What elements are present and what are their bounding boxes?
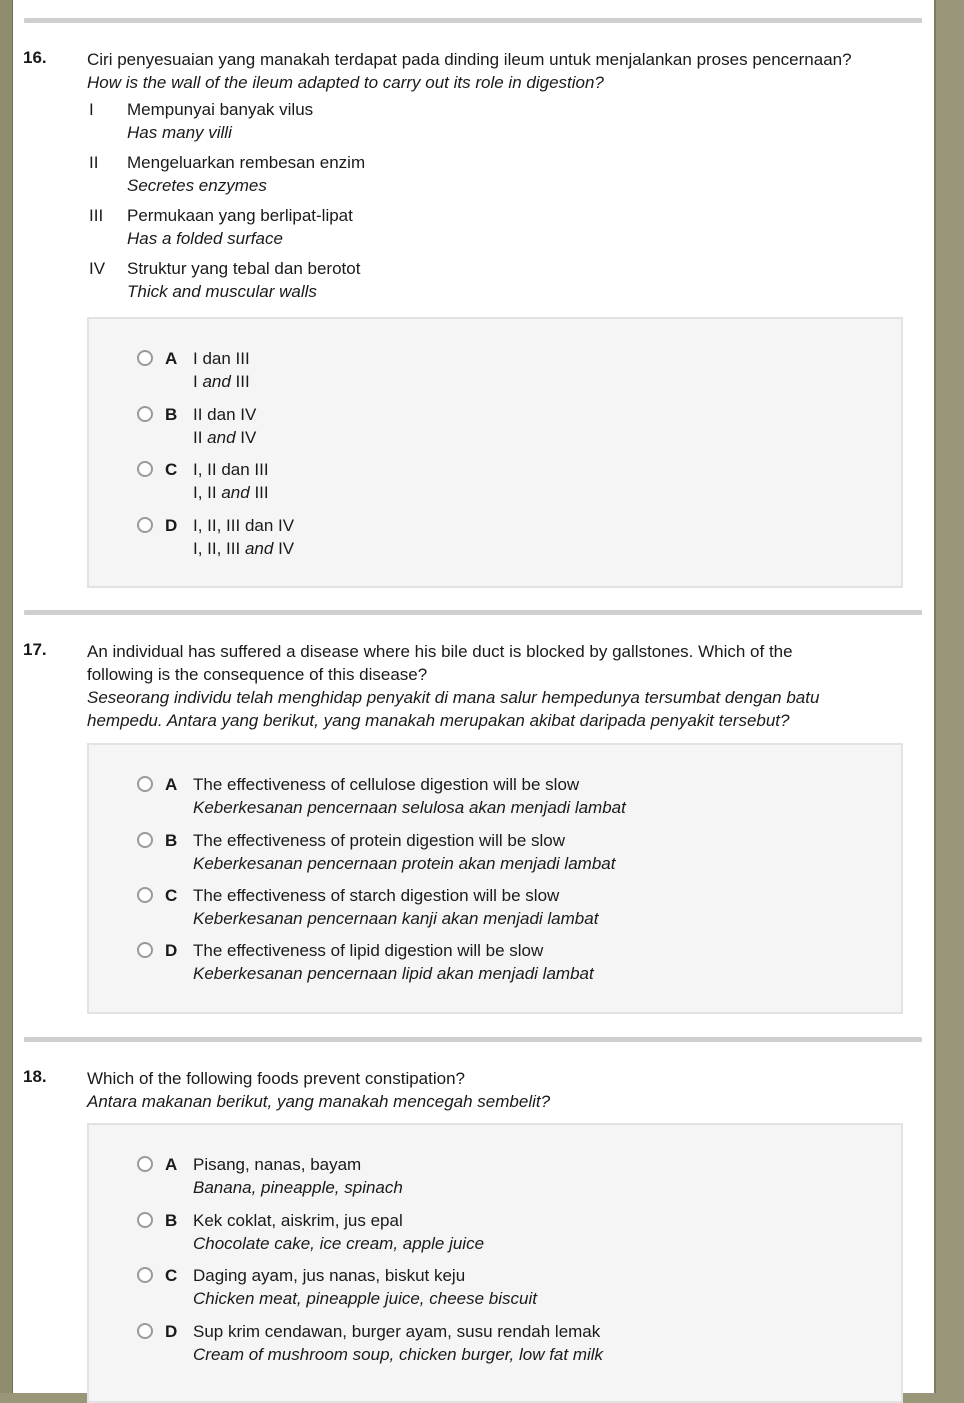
radio-button-icon[interactable] [137, 350, 153, 366]
statement-text-en: Has a folded surface [127, 229, 283, 248]
option-text-ms: I, II, III dan IV [193, 516, 295, 535]
question-text-en: How is the wall of the ileum adapted to carry out its role in digestion? [87, 73, 604, 92]
option-text-en: II and IV [193, 428, 257, 447]
option-text-ms: Daging ayam, jus nanas, biskut keju [193, 1266, 466, 1285]
option-text-ms: Keberkesanan pencernaan kanji akan menjadi lambat [193, 909, 599, 928]
option-text-en: I and III [193, 372, 250, 391]
option-text-ms: I, II dan III [193, 460, 269, 479]
statement-number: II [89, 153, 99, 172]
option-text-ms: II dan IV [193, 405, 257, 424]
section-divider [24, 1037, 922, 1042]
statement-number: IV [89, 259, 106, 278]
option-text-en: The effectiveness of starch digestion will be slow [193, 886, 560, 905]
question-text-ms: Ciri penyesuaian yang manakah terdapat pada dinding ileum untuk menjalankan proses pencernaan? [87, 50, 852, 69]
option-text-en: Chocolate cake, ice cream, apple juice [193, 1234, 485, 1253]
option-letter: B [165, 405, 178, 424]
option-text-en: I, II, III and IV [193, 539, 295, 558]
option-text-en: I, II and III [193, 483, 269, 502]
option-text-en: The effectiveness of protein digestion will be slow [193, 831, 565, 850]
radio-button-icon[interactable] [137, 1212, 153, 1228]
question-text [87, 1067, 917, 1113]
answer-options-box [87, 1123, 903, 1403]
option-text-en: Banana, pineapple, spinach [193, 1178, 403, 1197]
radio-button-icon[interactable] [137, 776, 153, 792]
radio-button-icon[interactable] [137, 942, 153, 958]
question-text [87, 48, 917, 94]
option-letter: D [165, 516, 178, 535]
option-text-ms: Keberkesanan pencernaan protein akan menjadi lambat [193, 854, 616, 873]
question-number: 17. [23, 640, 47, 659]
statement-text-ms: Mengeluarkan rembesan enzim [127, 153, 366, 172]
option-text-en: Cream of mushroom soup, chicken burger, low fat milk [193, 1345, 604, 1364]
option-text-en: The effectiveness of lipid digestion will be slow [193, 941, 544, 960]
option-text-ms: I dan III [193, 349, 250, 368]
option-letter: A [165, 1155, 178, 1174]
statement-text-en: Has many villi [127, 123, 232, 142]
question-number: 18. [23, 1067, 47, 1086]
radio-button-icon[interactable] [137, 517, 153, 533]
option-text-en: The effectiveness of cellulose digestion will be slow [193, 775, 580, 794]
question-text-ms-line1: Seseorang individu telah menghidap penyakit di mana salur hempedunya tersumbat dengan batu [87, 688, 820, 707]
answer-options-box [87, 317, 903, 588]
option-text-ms: Sup krim cendawan, burger ayam, susu rendah lemak [193, 1322, 601, 1341]
right-edge-background [934, 0, 964, 1393]
option-letter: D [165, 1322, 178, 1341]
question-text-en-line1: An individual has suffered a disease where his bile duct is blocked by gallstones. Which of the [87, 642, 793, 661]
option-text-ms: Keberkesanan pencernaan lipid akan menjadi lambat [193, 964, 594, 983]
option-text-en: Chicken meat, pineapple juice, cheese biscuit [193, 1289, 537, 1308]
statement-text-en: Secretes enzymes [127, 176, 267, 195]
question-text-ms: Antara makanan berikut, yang manakah mencegah sembelit? [87, 1092, 551, 1111]
statement-number: III [89, 206, 104, 225]
question-text-en: Which of the following foods prevent constipation? [87, 1069, 466, 1088]
answer-options-box [87, 743, 903, 1014]
question-text-ms-line2: hempedu. Antara yang berikut, yang manakah merupakan akibat daripada penyakit tersebut? [87, 711, 790, 730]
option-letter: B [165, 1211, 178, 1230]
statement-text-ms: Permukaan yang berlipat-lipat [127, 206, 353, 225]
radio-button-icon[interactable] [137, 1156, 153, 1172]
radio-button-icon[interactable] [137, 887, 153, 903]
question-text-en-line2: following is the consequence of this disease? [87, 665, 428, 684]
question-number: 16. [23, 48, 47, 67]
section-divider [24, 610, 922, 615]
option-text-ms: Pisang, nanas, bayam [193, 1155, 362, 1174]
statement-text-ms: Struktur yang tebal dan berotot [127, 259, 361, 278]
radio-button-icon[interactable] [137, 1267, 153, 1283]
section-divider [24, 18, 922, 23]
radio-button-icon[interactable] [137, 406, 153, 422]
statement-number: I [89, 100, 94, 119]
radio-button-icon[interactable] [137, 832, 153, 848]
option-text-ms: Keberkesanan pencernaan selulosa akan menjadi lambat [193, 798, 626, 817]
option-letter: C [165, 1266, 178, 1285]
option-letter: D [165, 941, 178, 960]
option-letter: A [165, 349, 178, 368]
statement-text-ms: Mempunyai banyak vilus [127, 100, 314, 119]
worksheet-page [13, 0, 934, 1393]
option-text-ms: Kek coklat, aiskrim, jus epal [193, 1211, 403, 1230]
radio-button-icon[interactable] [137, 1323, 153, 1339]
question-text [87, 640, 917, 732]
statement-text-en: Thick and muscular walls [127, 282, 317, 301]
option-letter: A [165, 775, 178, 794]
option-letter: C [165, 460, 178, 479]
left-edge-background [0, 0, 13, 1393]
option-letter: B [165, 831, 178, 850]
radio-button-icon[interactable] [137, 461, 153, 477]
option-letter: C [165, 886, 178, 905]
